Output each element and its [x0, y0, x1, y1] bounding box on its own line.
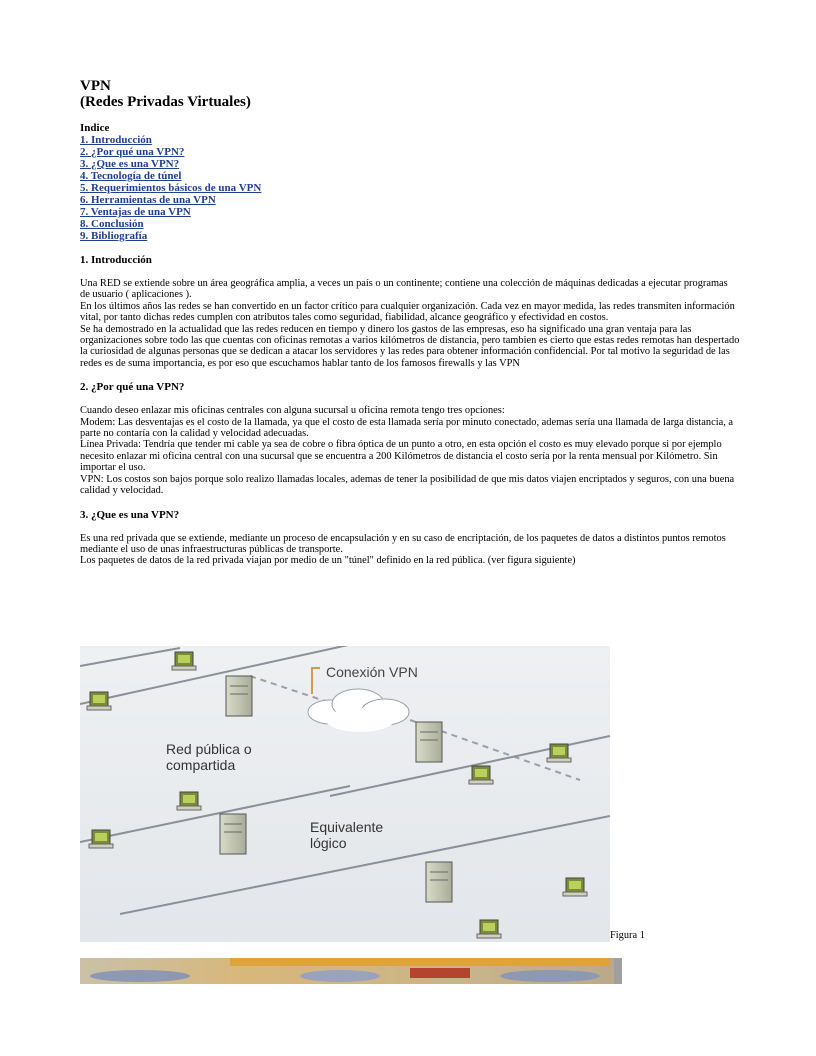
toc-item [80, 230, 740, 242]
paragraph: En los últimos años las redes se han convertido en un factor crítico para cualquier organización. Cada vez en mayor medida, las redes transmiten información vital, por tanto dichas redes cumplen con atributos tales como seguridad, fiabilidad, alcance geográfico y efectividad en costos. [80, 300, 735, 324]
computer-icon [89, 830, 113, 848]
toc-link-ventajas[interactable]: 7. Ventajas de una VPN [80, 206, 191, 218]
computer-icon [563, 878, 587, 896]
computer-icon [172, 652, 196, 670]
server-icon [426, 862, 452, 902]
toc-item [80, 134, 740, 146]
toc-link-introduccion[interactable]: 1. Introducción [80, 134, 152, 146]
computer-icon [547, 744, 571, 762]
label-public-network-1: Red pública o [166, 741, 252, 757]
paragraph: Modem: Las desventajas es el costo de la llamada, ya que el costo de esta llamada sería por minuto conectado, ademas sería una llamada de larga distancia, a parte no contaría con la calidad y velocidad adecuadas. [80, 416, 734, 440]
toc-link-bibliografia[interactable]: 9. Bibliografía [80, 230, 148, 242]
section-heading-introduccion: 1. Introducción [80, 254, 152, 266]
paragraph: Línea Privada: Tendría que tender mi cable ya sea de cobre o fibra óptica de un punto a otro, en esta opción el costo es muy elevado porque si por ejemplo necesito enlazar mi oficina central con una sucursal que se encuentra a 200 Kilómetros de distancia el costo sería por la renta mensual por Kilómetro. Sin importar el uso. [80, 439, 722, 474]
computer-icon [469, 766, 493, 784]
toc-link-que-es[interactable]: 3. ¿Que es una VPN? [80, 158, 180, 170]
toc-item [80, 206, 740, 218]
paragraph: Cuando deseo enlazar mis oficinas centrales con alguna sucursal u oficina remota tengo tres opciones: [80, 405, 505, 417]
title-line-2: (Redes Privadas Virtuales) [80, 94, 251, 110]
label-public-network-2: compartida [166, 757, 236, 773]
vpn-network-figure [80, 646, 610, 942]
paragraph: Es una red privada que se extiende, mediante un proceso de encapsulación y en su caso de encriptación, de los paquetes de datos a distintos puntos remotos mediante el uso de unas infraestructuras públicas de transporte. [80, 532, 726, 555]
server-icon [226, 676, 252, 716]
paragraph: Se ha demostrado en la actualidad que las redes reducen en tiempo y dinero los gastos de las empresas, eso ha significado una gran ventaja para las organizaciones sobre todo las que cuentas con oficinas remotas a varios kilómetros de distancia, pero tambien es cierto que estas redes remotas han despertado la curiosidad de algunas personas que se dedican a atacar los servidores y las redes para obtener información confidencial. Por tal motivo la seguridad de las redes es de suma importancia, es por eso que escuchamos hablar tanto de los famosos firewalls y las VPN [80, 323, 740, 369]
page-title [80, 78, 740, 110]
section-heading-que-es: 3. ¿Que es una VPN? [80, 508, 180, 521]
document-body [80, 78, 740, 567]
paragraph: Una RED se extiende sobre un área geográfica amplia, a veces un país o un continente; contiene una colección de máquinas dedicadas a ejecutar programas de usuario ( aplicaciones ). [80, 278, 728, 301]
toc-item [80, 170, 740, 182]
toc-link-conclusion[interactable]: 8. Conclusión [80, 218, 144, 230]
toc-item [80, 194, 740, 206]
figure-caption: Figura 1 [610, 930, 645, 941]
toc-item [80, 158, 740, 170]
server-icon [416, 722, 442, 762]
paragraph: Los paquetes de datos de la red privada viajan por medio de un "túnel" definido en la red pública. (ver figura siguiente) [80, 555, 576, 567]
section-heading-por-que: 2. ¿Por qué una VPN? [80, 381, 185, 394]
toc-item [80, 146, 740, 158]
label-logical-2: lógico [310, 835, 347, 851]
computer-icon [87, 692, 111, 710]
vpn-banner-image [80, 958, 622, 984]
label-vpn-connection: Conexión VPN [326, 664, 418, 680]
toc-link-por-que[interactable]: 2. ¿Por qué una VPN? [80, 146, 185, 158]
index-heading: Indice [80, 122, 110, 134]
label-logical-1: Equivalente [310, 819, 384, 835]
toc-link-herramientas[interactable]: 6. Herramientas de una VPN [80, 194, 216, 206]
toc-item [80, 218, 740, 230]
computer-icon [477, 920, 501, 938]
computer-icon [177, 792, 201, 810]
table-of-contents [80, 134, 740, 242]
title-line-1: VPN [80, 78, 111, 94]
server-icon [220, 814, 246, 854]
paragraph: VPN: Los costos son bajos porque solo realizo llamadas locales, ademas de tener la posibilidad de que mis datos viajen encriptados y seguros, con una buena calidad y velocidad. [80, 473, 735, 497]
toc-link-requerimientos[interactable]: 5. Requerimientos básicos de una VPN [80, 182, 262, 194]
toc-link-tunel[interactable]: 4. Tecnología de túnel [80, 170, 182, 182]
toc-item [80, 182, 740, 194]
